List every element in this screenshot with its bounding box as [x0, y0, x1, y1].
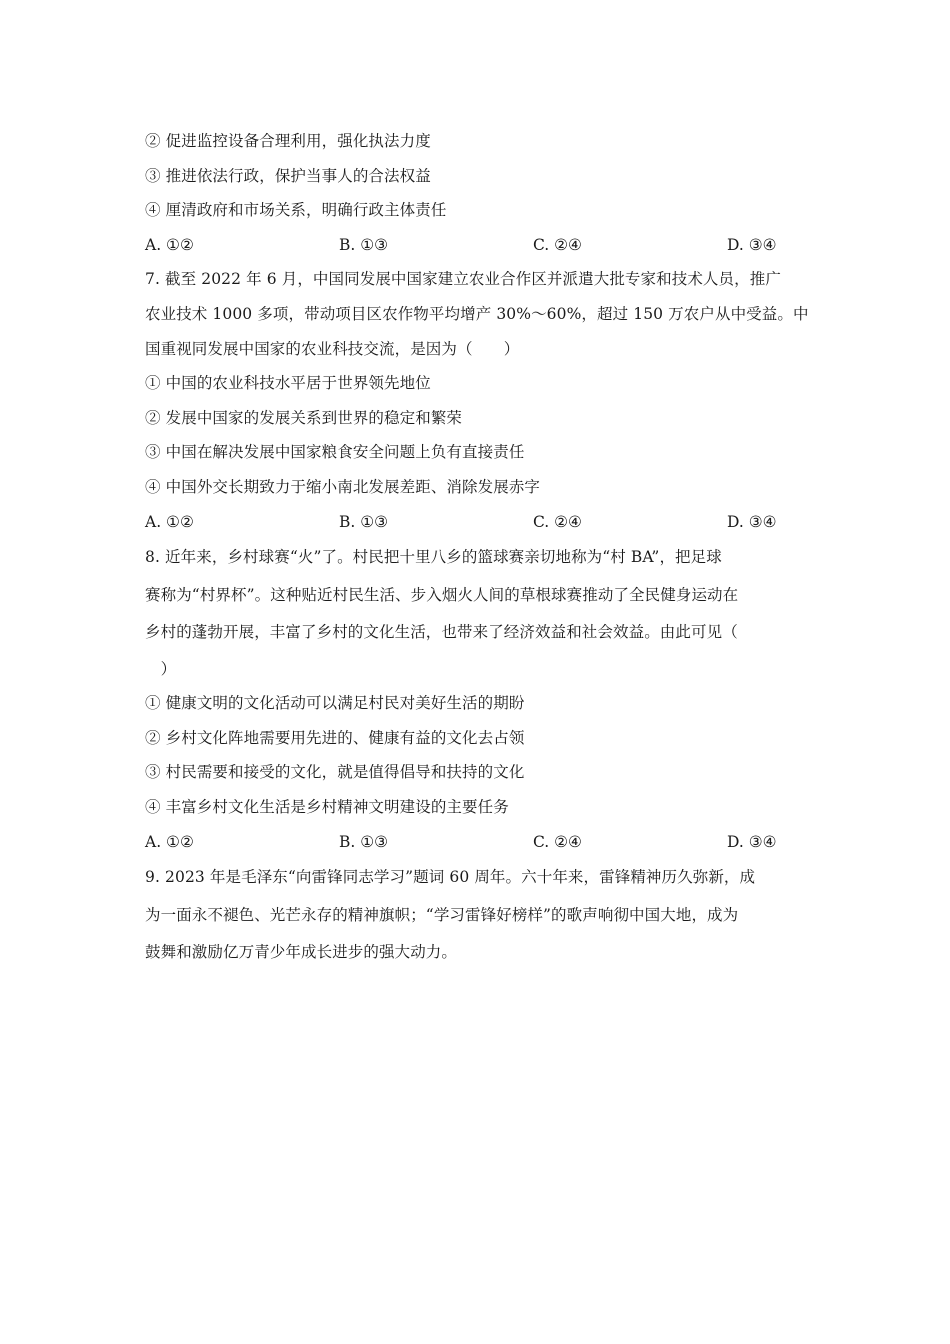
q7-item-4: ④ 中国外交长期致力于缩小南北发展差距、消除发展赤字 — [145, 477, 541, 496]
q9-stem-line: 9. 2023 年是毛泽东“向雷锋同志学习”题词 60 周年。六十年来，雷锋精神历久弥新，成 — [145, 868, 756, 887]
q7-item-2: ② 发展中国家的发展关系到世界的稳定和繁荣 — [145, 408, 463, 427]
q7-stem-line: 农业技术 1000 多项，带动项目区农作物平均增产 30%～60%，超过 150 万农户从中受益。中 — [145, 304, 809, 323]
q8-stem-line: 8. 近年来，乡村球赛“火”了。村民把十里八乡的篮球赛亲切地称为“村 BA”，把足球 — [145, 548, 722, 567]
question-9 — [145, 859, 810, 972]
q8-item-1: ① 健康文明的文化活动可以满足村民对美好生活的期盼 — [145, 694, 525, 713]
q6-item-2: ② 促进监控设备合理利用，强化执法力度 — [145, 132, 431, 150]
q7-stem-line: 7. 截至 2022 年 6 月，中国同发展中国家建立农业合作区并派遣大批专家和技术人员，推广 — [145, 270, 781, 289]
q8-item-3: ③ 村民需要和接受的文化，就是值得倡导和扶持的文化 — [145, 763, 525, 782]
q8-stem-line: 赛称为“村界杯”。这种贴近村民生活、步入烟火人间的草根球赛推动了全民健身运动在 — [145, 585, 739, 604]
q9-stem-line: 为一面永不褪色、光芒永存的精神旗帜；“学习雷锋好榜样”的歌声响彻中国大地，成为 — [145, 905, 739, 924]
q6-option-a: A. ①② — [145, 235, 194, 254]
q7-option-d: D. ③④ — [727, 512, 777, 531]
q8-option-c: C. ②④ — [533, 832, 582, 851]
q7-options — [145, 505, 810, 540]
q8-stem-line: 乡村的蓬勃开展，丰富了乡村的文化生活，也带来了经济效益和社会效益。由此可见（ — [145, 623, 738, 642]
question-6 — [145, 124, 810, 262]
q7-stem-line: 国重视同发展中国家的农业科技交流，是因为（ ） — [145, 339, 520, 358]
q8-stem-line: ） — [145, 659, 177, 678]
q7-option-b: B. ①③ — [339, 512, 389, 531]
q6-item-3: ③ 推进依法行政，保护当事人的合法权益 — [145, 166, 431, 185]
q6-option-b: B. ①③ — [339, 235, 389, 254]
q8-options — [145, 825, 810, 860]
q8-item-2: ② 乡村文化阵地需要用先进的、健康有益的文化去占领 — [145, 728, 525, 747]
q7-item-3: ③ 中国在解决发展中国家粮食安全问题上负有直接责任 — [145, 443, 525, 462]
q8-option-d: D. ③④ — [727, 832, 777, 851]
q6-options — [145, 228, 810, 263]
exam-content — [145, 124, 810, 972]
q8-option-b: B. ①③ — [339, 832, 389, 851]
q7-option-a: A. ①② — [145, 512, 194, 531]
q7-option-c: C. ②④ — [533, 512, 582, 531]
q6-option-d: D. ③④ — [727, 235, 777, 254]
q8-item-4: ④ 丰富乡村文化生活是乡村精神文明建设的主要任务 — [145, 798, 509, 816]
q8-option-a: A. ①② — [145, 832, 194, 851]
q6-option-c: C. ②④ — [533, 235, 582, 254]
q6-item-4: ④ 厘清政府和市场关系，明确行政主体责任 — [145, 201, 447, 220]
q9-stem-line: 鼓舞和激励亿万青少年成长进步的强大动力。 — [145, 943, 458, 962]
q7-item-1: ① 中国的农业科技水平居于世界领先地位 — [145, 374, 431, 393]
question-7 — [145, 262, 810, 539]
question-8 — [145, 539, 810, 859]
